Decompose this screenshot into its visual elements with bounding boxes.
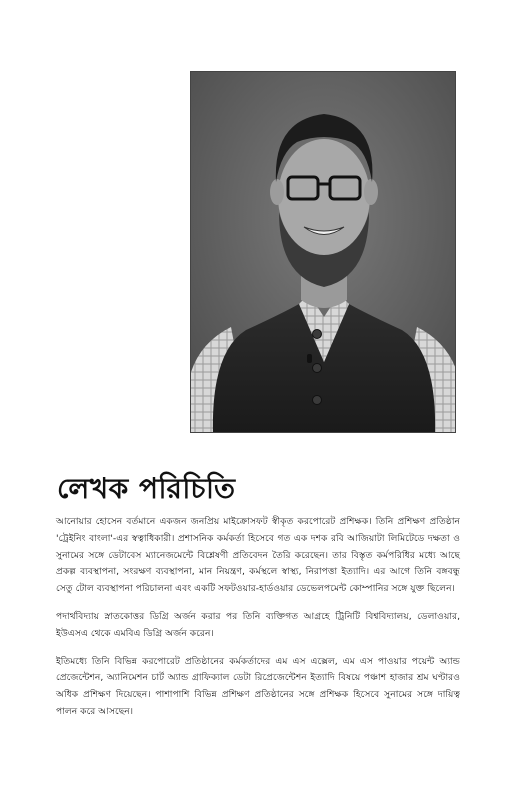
bio-paragraph: আনোয়ার হোসেন বর্তমানে একজন জনপ্রিয় মাইক্রোসফট স্বীকৃত করপোরেট প্রশিক্ষক। তিনি প্রশিক্ষণ প্রতিষ্ঠান 'ট্রেইনিং বাংলা'-এর স্বত্বাধিকারী। প্রশাসনিক কর্মকর্তা হিসেবে গত এক দশক রবি আজিয়াটা লিমিটেডে দক্ষতা ও সুনামের সঙ্গে ডেটাবেস ম্যানেজমেন্টে বিশ্লেষণী প্রতিবেদন তৈরি করেছেন। তার বিস্তৃত কর্মপরিধির মধ্যে আছে প্রকল্প ব্যবস্থাপনা, সংরক্ষণ ব্যবস্থাপনা, মান নিয়ন্ত্রণ, কর্মস্থলে স্বাস্থ্য, নিরাপত্তা ইত্যাদি। এর আগে তিনি বঙ্গবন্ধু সেতু টোল ব্যবস্থাপনা পরিচালনা এবং একটি সফটওয়ার-হার্ডওয়ার ডেভেলপমেন্ট কোম্পানির সঙ্গে যুক্ত ছিলেন। bbox=[56, 516, 460, 595]
portrait-illustration bbox=[191, 72, 456, 433]
page-title: লেখক পরিচিতি bbox=[57, 472, 236, 505]
author-bio bbox=[56, 514, 460, 732]
bio-paragraph: পদার্থবিদ্যায় স্নাতকোত্তর ডিগ্রি অর্জন করার পর তিনি ব্যক্তিগত আগ্রহে ট্রিনিটি বিশ্ববিদ্যালয়, ডেলাওয়ার, ইউএসএ থেকে এমবিএ ডিগ্রি অর্জন করেন। bbox=[56, 610, 460, 639]
author-photo bbox=[190, 71, 456, 433]
bio-paragraph: ইতিমধ্যে তিনি বিভিন্ন করপোরেট প্রতিষ্ঠানের কর্মকর্তাদের এম এস এক্সেল, এম এস পাওয়ার পয়েন্ট অ্যান্ড প্রেজেন্টেশন, অ্যানিমেশন চার্ট অ্যান্ড গ্রাফিক্যাল ডেটা রিপ্রেজেন্টেশন ইত্যাদি বিষয়ে পঞ্চাশ হাজার শ্রম ঘণ্টারও অধিক প্রশিক্ষণ দিয়েছেন। পাশাপাশি বিভিন্ন প্রশিক্ষণ প্রতিষ্ঠানের সঙ্গে প্রশিক্ষক হিসেবে সুনামের সঙ্গে দায়িত্ব পালন করে আসছেন। bbox=[56, 655, 460, 717]
